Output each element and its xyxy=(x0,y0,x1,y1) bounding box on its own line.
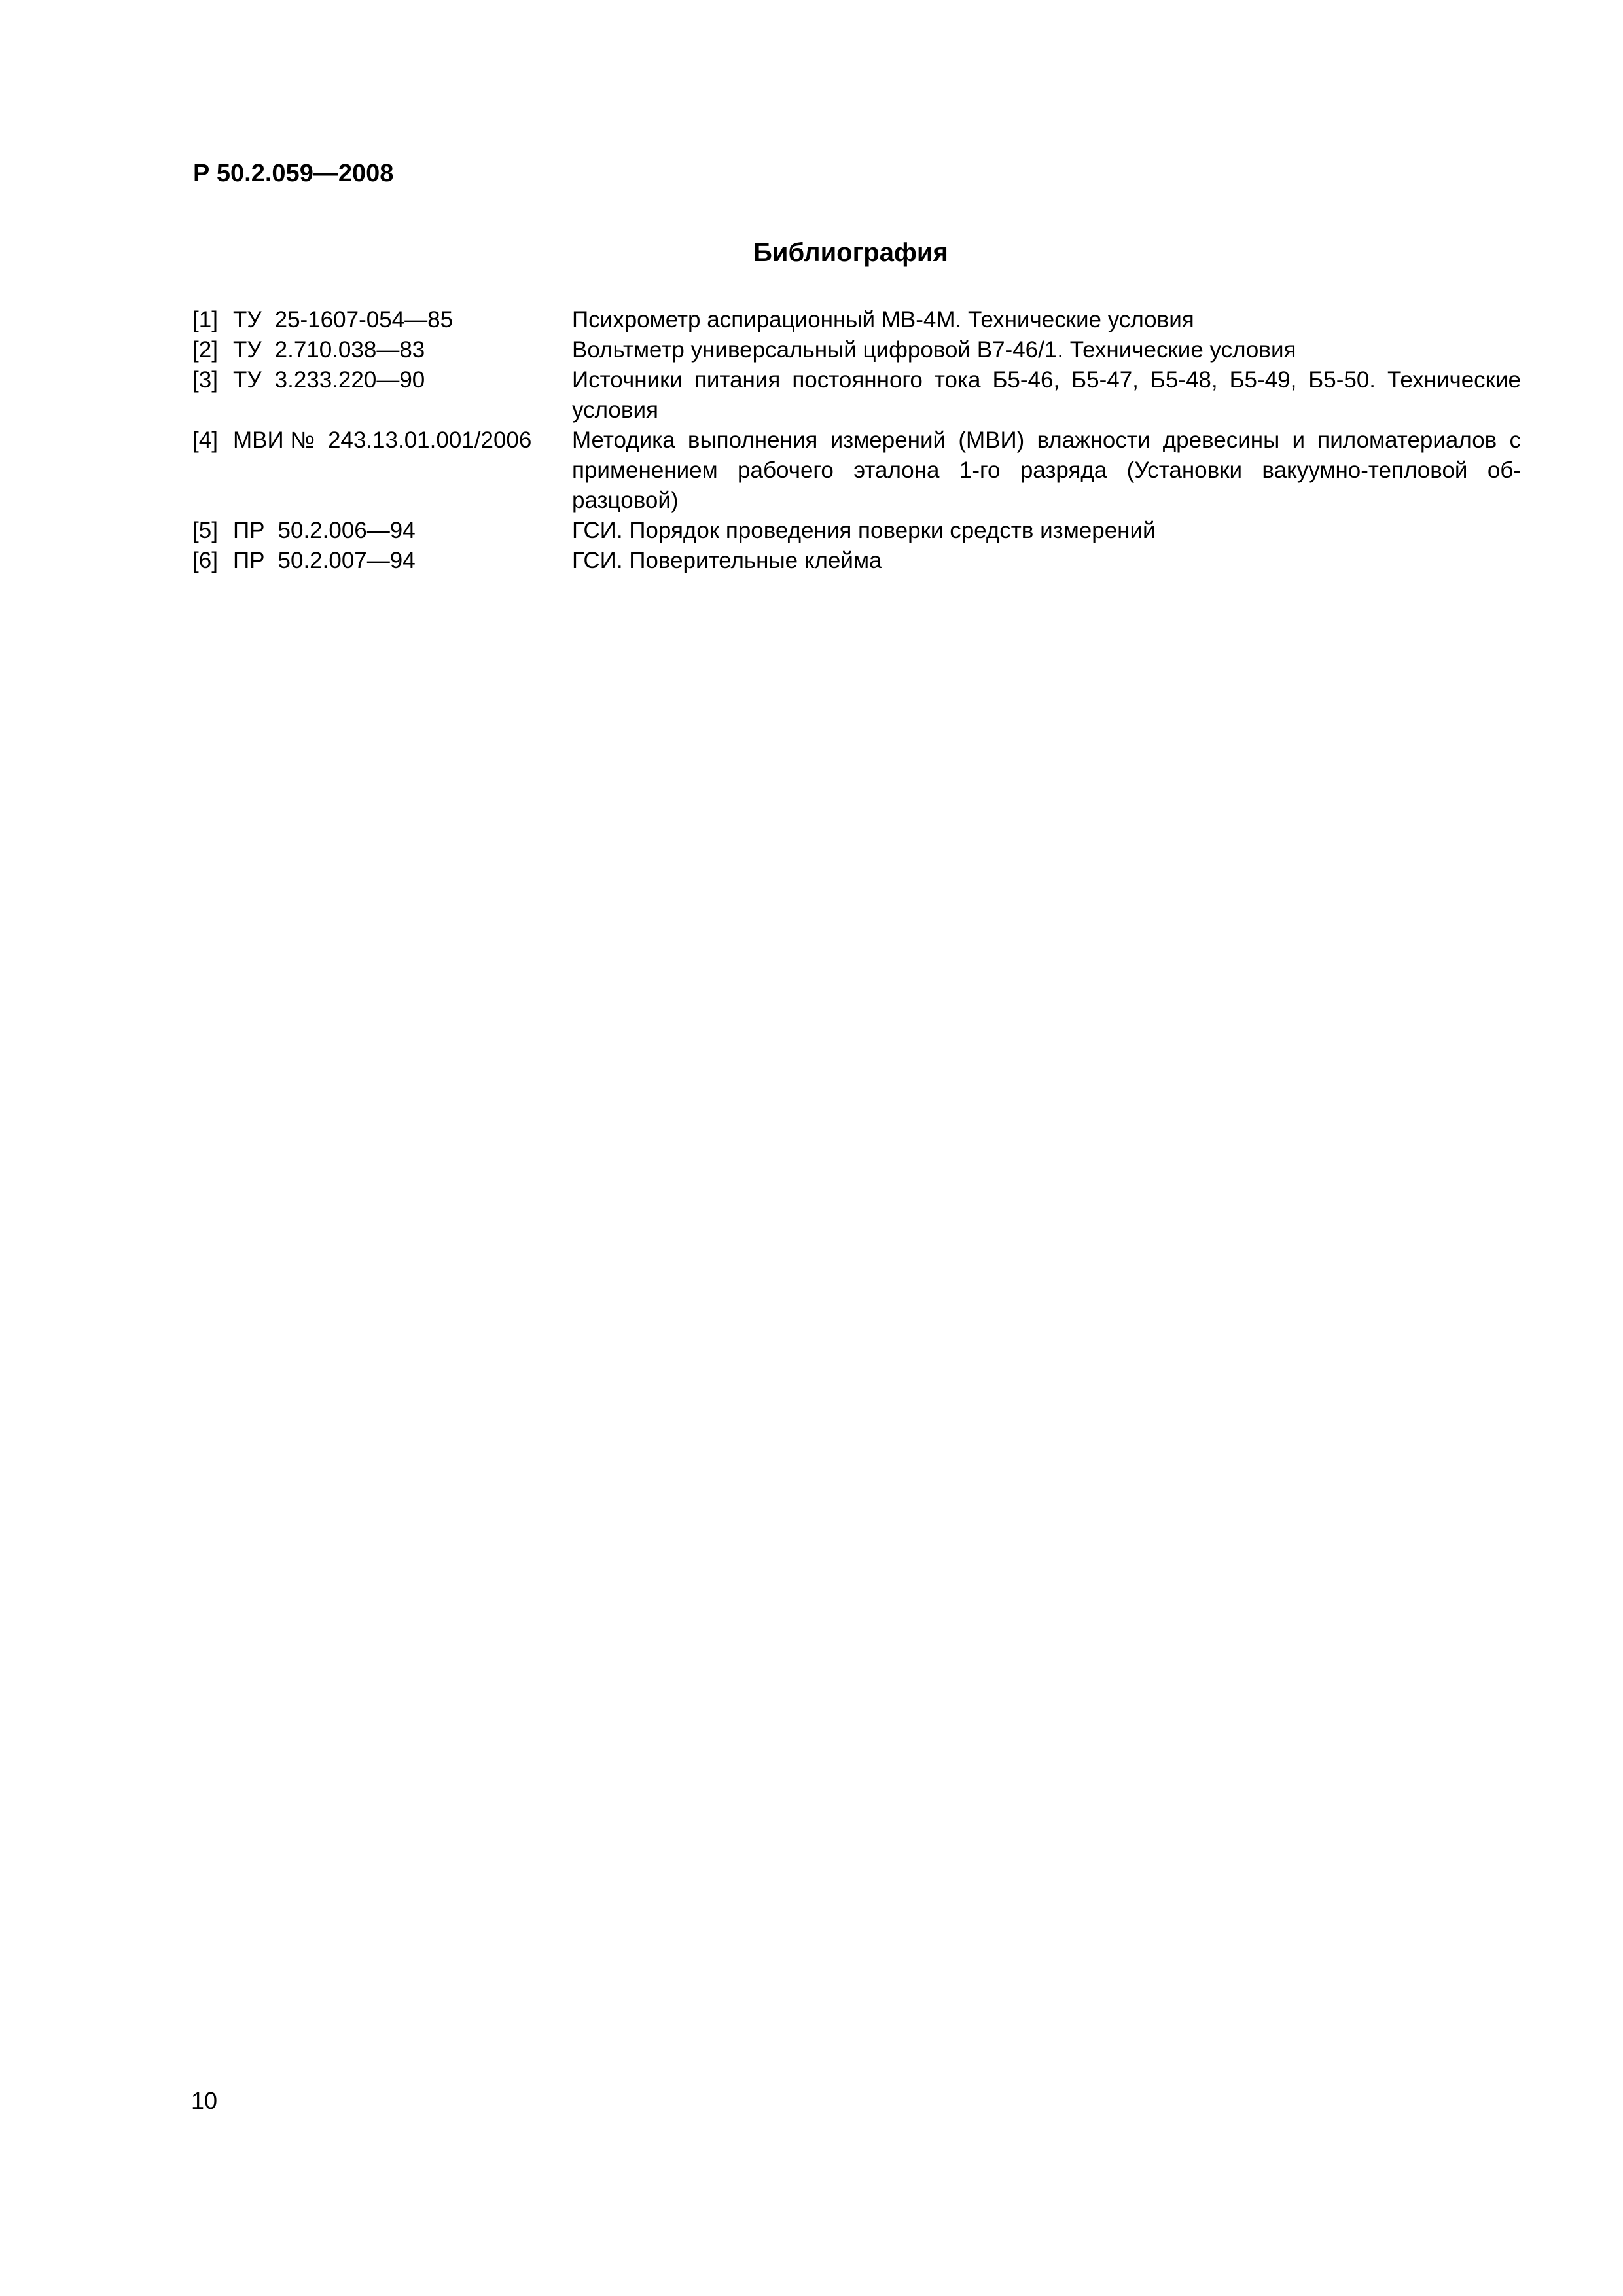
entry-code: 2.710.038—83 xyxy=(274,337,425,363)
bibliography-entry xyxy=(192,425,1521,516)
entry-number: [5] xyxy=(192,518,218,543)
entry-kind: ТУ xyxy=(233,307,262,332)
entry-code: 25-1607-054—85 xyxy=(274,307,454,332)
entry-kind: ПР xyxy=(233,548,265,573)
bibliography-entry xyxy=(192,546,1521,576)
bibliography-reference xyxy=(192,516,572,546)
entry-number: [1] xyxy=(192,307,218,332)
entry-kind: ТУ xyxy=(233,337,262,363)
entry-number: [2] xyxy=(192,337,218,363)
page-number: 10 xyxy=(191,2087,218,2114)
bibliography-entry xyxy=(192,335,1521,365)
entry-title: ГСИ. Поверительные клейма xyxy=(572,548,882,573)
bibliography-entry xyxy=(192,365,1521,425)
entry-code: 243.13.01.001/2006 xyxy=(327,427,532,453)
bibliography-entry xyxy=(192,516,1521,546)
section-title: Библиография xyxy=(753,238,948,267)
bibliography-reference xyxy=(192,365,572,395)
entry-number: [6] xyxy=(192,548,218,573)
entry-code: 50.2.006—94 xyxy=(277,518,416,543)
entry-title: Вольтметр универсальный цифровой В7-46/1. Технические условия xyxy=(572,337,1296,363)
entry-kind: МВИ № xyxy=(233,427,315,453)
bibliography-entry xyxy=(192,305,1521,335)
entry-kind: ПР xyxy=(233,518,265,543)
entry-number: [3] xyxy=(192,367,218,393)
bibliography-reference xyxy=(192,335,572,365)
entry-title: Источники питания постоянного тока Б5-46, Б5-47, Б5-48, Б5-49, Б5-50. Технические условия xyxy=(572,367,1521,423)
entry-title: Психрометр аспирационный МВ-4М. Технические условия xyxy=(572,307,1194,332)
entry-title: Методика выполнения измерений (МВИ) влажности древесины и пиломатериалов с применением рабочего эталона 1-го разряда (Установки вакуумно-тепловой образцовой) xyxy=(572,427,1521,513)
entry-number: [4] xyxy=(192,427,218,453)
bibliography-reference xyxy=(192,546,572,576)
entry-kind: ТУ xyxy=(233,367,262,393)
bibliography-list xyxy=(192,305,1521,576)
entry-title: ГСИ. Порядок проведения поверки средств измерений xyxy=(572,518,1156,543)
entry-code: 3.233.220—90 xyxy=(274,367,425,393)
document-code: Р 50.2.059—2008 xyxy=(193,160,394,187)
bibliography-reference xyxy=(192,305,572,335)
entry-code: 50.2.007—94 xyxy=(277,548,416,573)
bibliography-reference xyxy=(192,425,572,456)
